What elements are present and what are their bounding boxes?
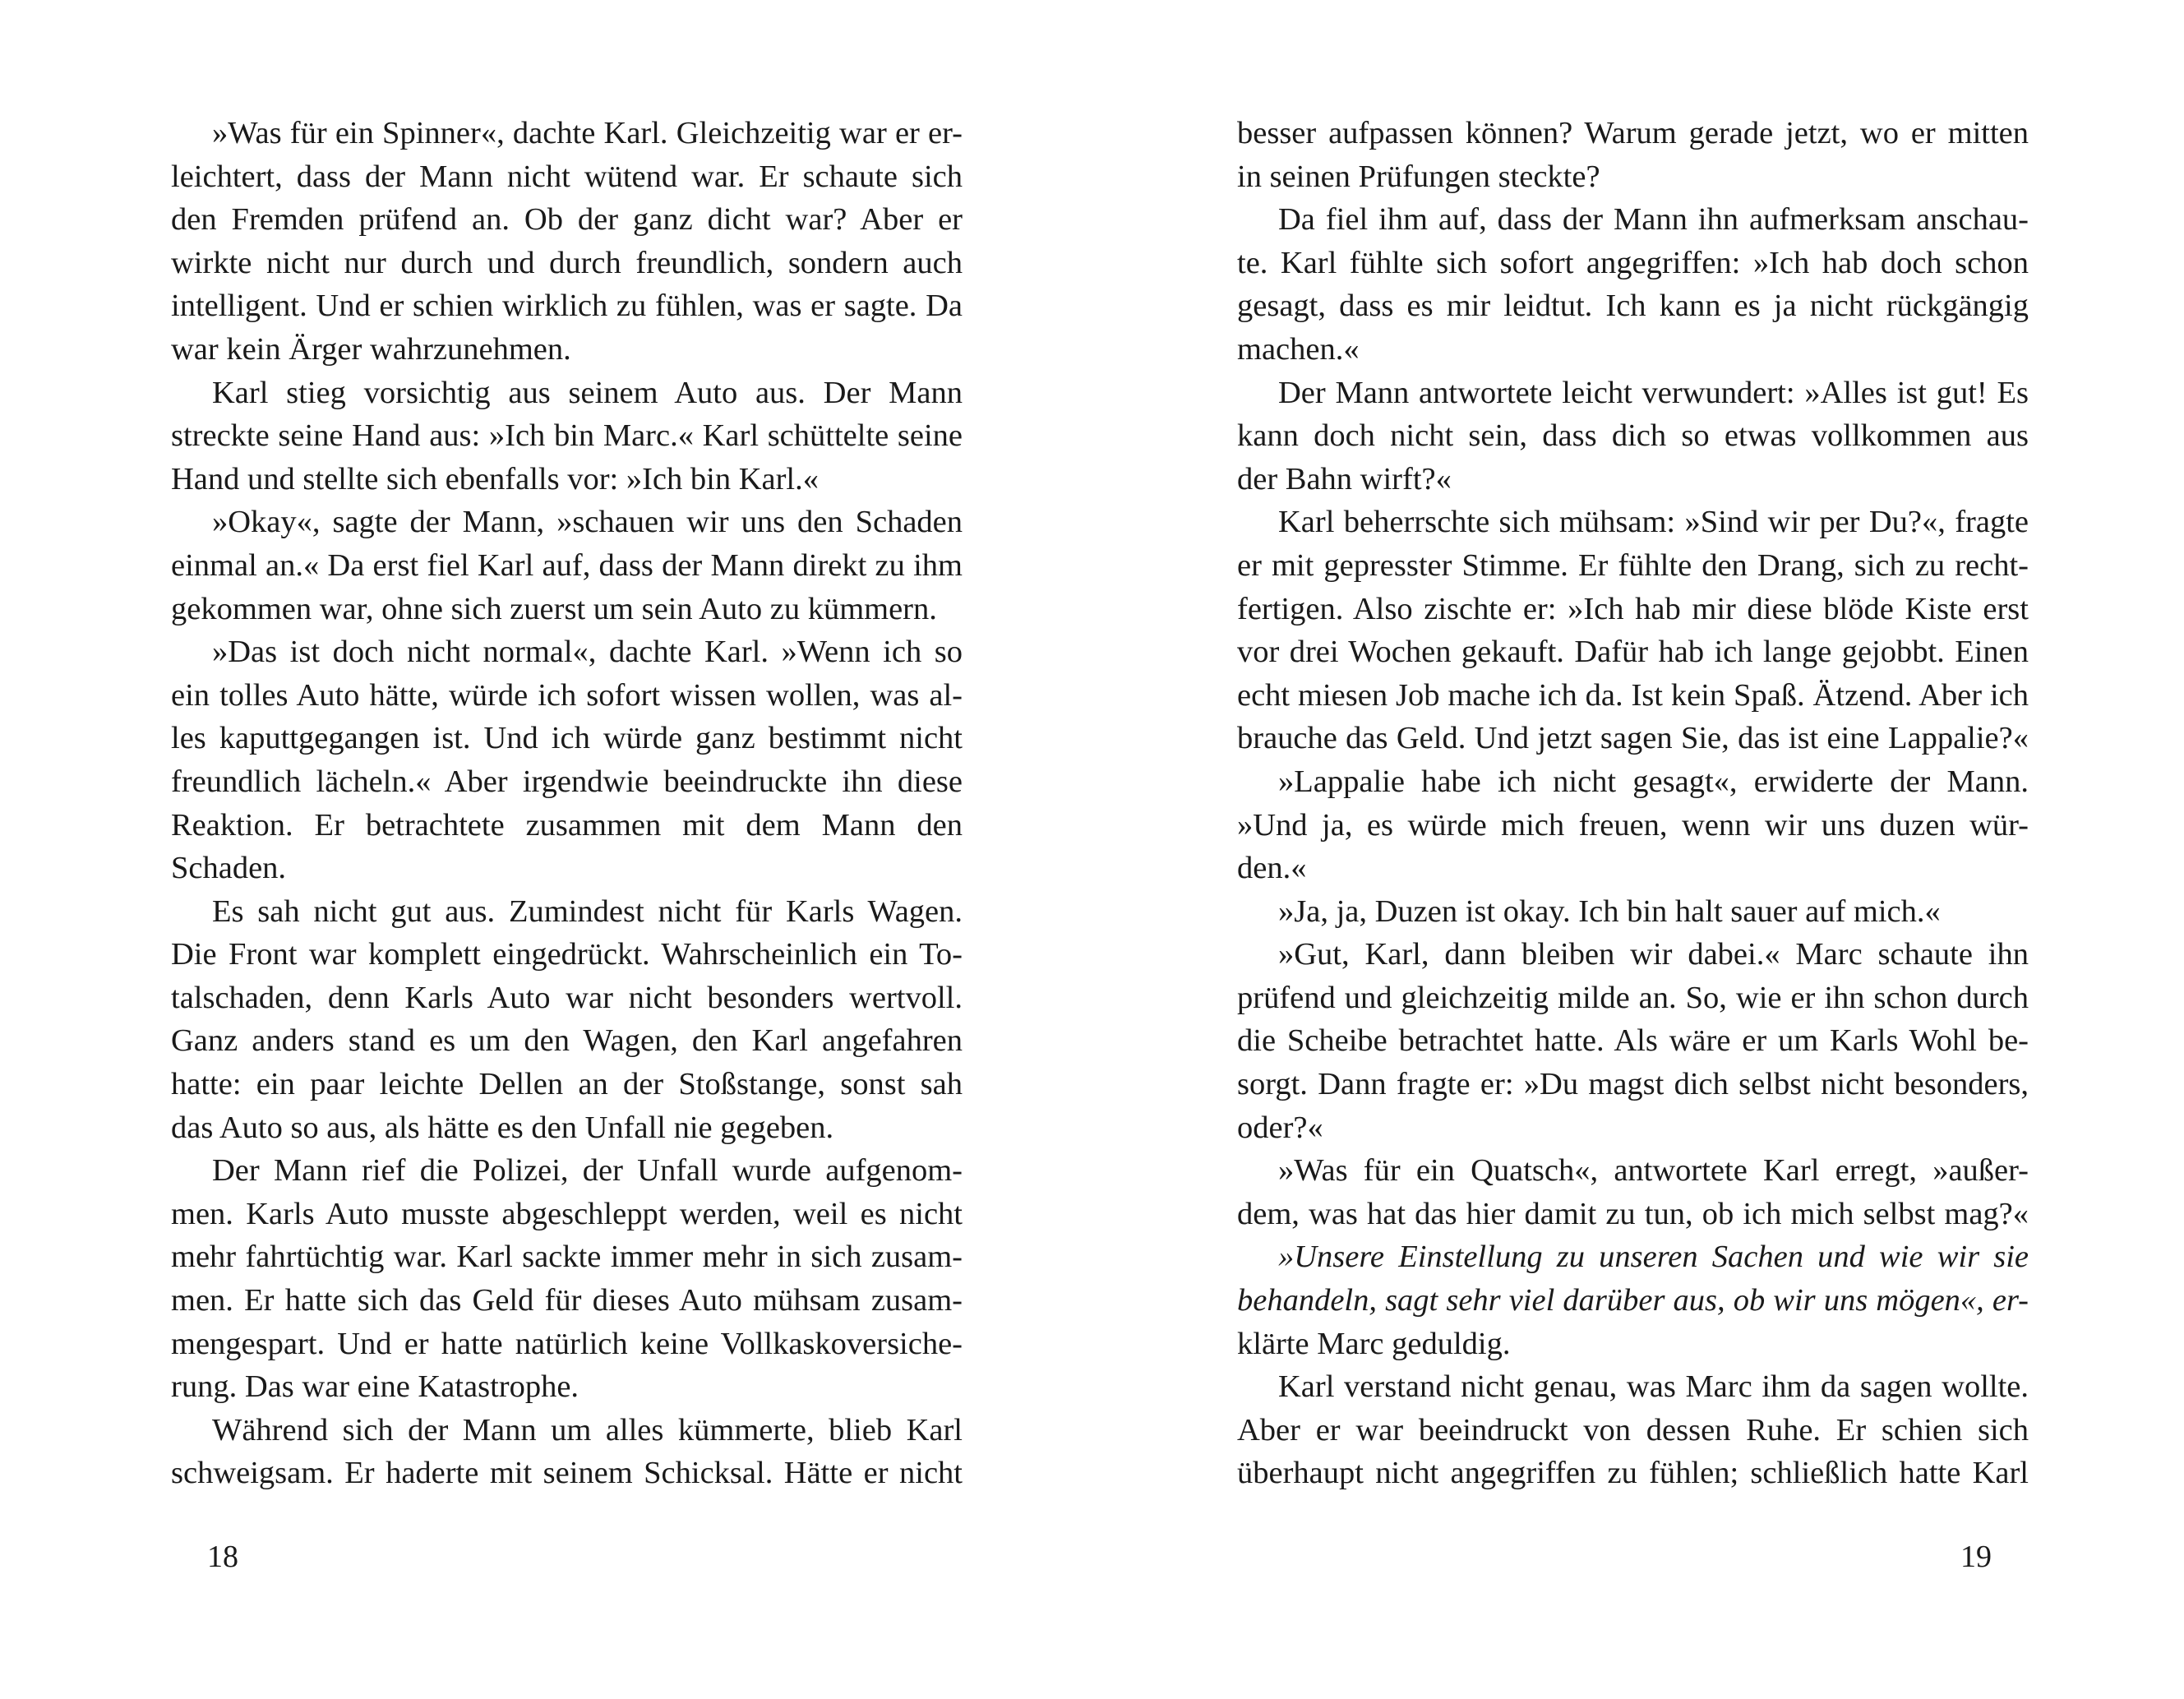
text-line: sorgt. Dann fragte er: »Du magst dich selbst nicht besonders, bbox=[1237, 1067, 2029, 1102]
text-line: gekommen war, ohne sich zuerst um sein Auto zu kümmern. bbox=[171, 591, 937, 626]
text-line: streckte seine Hand aus: »Ich bin Marc.« Karl schüttelte seine bbox=[171, 418, 963, 454]
text-line: echt miesen Job mache ich da. Ist kein Spaß. Ätzend. Aber ich bbox=[1237, 677, 2029, 713]
text-line: machen.« bbox=[1237, 331, 1360, 367]
text-line: Da fiel ihm auf, dass der Mann ihn aufmerksam anschau- bbox=[1278, 202, 2029, 238]
text-line: les kaputtgegangen ist. Und ich würde ganz bestimmt nicht bbox=[171, 721, 963, 756]
text-line: gesagt, dass es mir leidtut. Ich kann es ja nicht rückgängig bbox=[1237, 289, 2029, 324]
text-line: prüfend und gleichzeitig milde an. So, wie er ihn schon durch bbox=[1237, 980, 2029, 1015]
text-line-italic: »Unsere Einstellung zu unseren Sachen und wie wir sie bbox=[1278, 1240, 2029, 1275]
text-line: intelligent. Und er schien wirklich zu fühlen, was er sagte. Da bbox=[171, 289, 963, 324]
text-line: men. Er hatte sich das Geld für dieses Auto mühsam zusam- bbox=[171, 1283, 963, 1318]
text-line: rung. Das war eine Katastrophe. bbox=[171, 1369, 579, 1405]
right-page bbox=[1092, 0, 2183, 1699]
text-line: Aber er war beeindruckt von dessen Ruhe. Er schien sich bbox=[1237, 1412, 2029, 1447]
text-line: ein tolles Auto hätte, würde ich sofort wissen wollen, was al- bbox=[171, 677, 963, 713]
text-line: »Ja, ja, Duzen ist okay. Ich bin halt sauer auf mich.« bbox=[1278, 893, 1941, 929]
text-line: schweigsam. Er haderte mit seinem Schicksal. Hätte er nicht bbox=[171, 1456, 963, 1491]
text-line: oder?« bbox=[1237, 1110, 1323, 1145]
text-line: klärte Marc geduldig. bbox=[1237, 1326, 1511, 1361]
text-line: das Auto so aus, als hätte es den Unfall nie gegeben. bbox=[171, 1110, 834, 1145]
text-line: freundlich lächeln.« Aber irgendwie beeindruckte ihn diese bbox=[171, 764, 963, 799]
text-line: einmal an.« Da erst fiel Karl auf, dass der Mann direkt zu ihm bbox=[171, 547, 963, 583]
text-line: in seinen Prüfungen steckte? bbox=[1237, 159, 1600, 194]
text-line: »Was für ein Spinner«, dachte Karl. Gleichzeitig war er er- bbox=[212, 116, 963, 150]
text-line: die Scheibe betrachtet hatte. Als wäre er um Karls Wohl be- bbox=[1237, 1023, 2029, 1059]
text-line: er mit gepresster Stimme. Er fühlte den Drang, sich zu recht- bbox=[1237, 547, 2029, 583]
text-line: »Okay«, sagte der Mann, »schauen wir uns den Schaden bbox=[212, 505, 963, 540]
text-line: »Und ja, es würde mich freuen, wenn wir uns duzen wür- bbox=[1237, 807, 2029, 843]
text-line: besser aufpassen können? Warum gerade jetzt, wo er mitten bbox=[1237, 116, 2029, 150]
text-line: Hand und stellte sich ebenfalls vor: »Ich bin Karl.« bbox=[171, 461, 819, 496]
text-line: Der Mann antwortete leicht verwundert: »Alles ist gut! Es bbox=[1278, 375, 2029, 410]
page-number: 18 bbox=[207, 1540, 238, 1574]
text-line: leichtert, dass der Mann nicht wütend war. Er schaute sich bbox=[171, 159, 963, 194]
text-line: Reaktion. Er betrachtete zusammen mit dem Mann den bbox=[171, 807, 963, 843]
text-line: men. Karls Auto musste abgeschleppt werden, weil es nicht bbox=[171, 1196, 963, 1231]
text-line: Die Front war komplett eingedrückt. Wahrscheinlich ein To- bbox=[171, 937, 963, 972]
text-line: Der Mann rief die Polizei, der Unfall wurde aufgenom- bbox=[212, 1153, 963, 1189]
page-number: 19 bbox=[1960, 1540, 1992, 1574]
left-page-text bbox=[171, 112, 963, 1495]
text-line: der Bahn wirft?« bbox=[1237, 461, 1452, 496]
text-line: »Lappalie habe ich nicht gesagt«, erwiderte der Mann. bbox=[1278, 764, 2029, 799]
text-line: war kein Ärger wahrzunehmen. bbox=[171, 331, 571, 367]
text-line: Während sich der Mann um alles kümmerte, blieb Karl bbox=[212, 1412, 963, 1447]
text-line: Es sah nicht gut aus. Zumindest nicht für Karls Wagen. bbox=[212, 893, 963, 929]
right-page-text bbox=[1237, 112, 2029, 1495]
text-line: vor drei Wochen gekauft. Dafür hab ich lange gejobbt. Einen bbox=[1237, 635, 2029, 670]
text-line: Karl verstand nicht genau, was Marc ihm da sagen wollte. bbox=[1278, 1369, 2029, 1405]
text-line: Karl beherrschte sich mühsam: »Sind wir per Du?«, fragte bbox=[1278, 505, 2029, 540]
text-line: »Was für ein Quatsch«, antwortete Karl erregt, »außer- bbox=[1278, 1153, 2029, 1189]
text-line: »Gut, Karl, dann bleiben wir dabei.« Marc schaute ihn bbox=[1278, 937, 2029, 972]
text-line: mengespart. Und er hatte natürlich keine Vollkaskoversiche- bbox=[171, 1326, 963, 1361]
text-line: brauche das Geld. Und jetzt sagen Sie, das ist eine Lappalie?« bbox=[1237, 721, 2029, 756]
text-line: den Fremden prüfend an. Ob der ganz dicht war? Aber er bbox=[171, 202, 963, 238]
text-line: talschaden, denn Karls Auto war nicht besonders wertvoll. bbox=[171, 980, 963, 1015]
text-line: wirkte nicht nur durch und durch freundlich, sondern auch bbox=[171, 245, 963, 280]
text-line: hatte: ein paar leichte Dellen an der Stoßstange, sonst sah bbox=[171, 1067, 963, 1102]
text-line: kann doch nicht sein, dass dich so etwas vollkommen aus bbox=[1237, 418, 2029, 454]
text-line: Schaden. bbox=[171, 851, 287, 886]
text-line: den.« bbox=[1237, 851, 1307, 886]
text-line: überhaupt nicht angegriffen zu fühlen; schließlich hatte Karl bbox=[1237, 1456, 2029, 1491]
text-line: Karl stieg vorsichtig aus seinem Auto aus. Der Mann bbox=[212, 375, 963, 410]
text-line: »Das ist doch nicht normal«, dachte Karl. »Wenn ich so bbox=[212, 635, 963, 670]
text-line-italic: behandeln, sagt sehr viel darüber aus, ob wir uns mögen«, er- bbox=[1237, 1283, 2029, 1318]
text-line: dem, was hat das hier damit zu tun, ob ich mich selbst mag?« bbox=[1237, 1196, 2029, 1231]
text-line: te. Karl fühlte sich sofort angegriffen: »Ich hab doch schon bbox=[1237, 245, 2029, 280]
text-line: Ganz anders stand es um den Wagen, den Karl angefahren bbox=[171, 1023, 963, 1059]
text-line: mehr fahrtüchtig war. Karl sackte immer mehr in sich zusam- bbox=[171, 1240, 963, 1275]
text-line: fertigen. Also zischte er: »Ich hab mir diese blöde Kiste erst bbox=[1237, 591, 2029, 626]
